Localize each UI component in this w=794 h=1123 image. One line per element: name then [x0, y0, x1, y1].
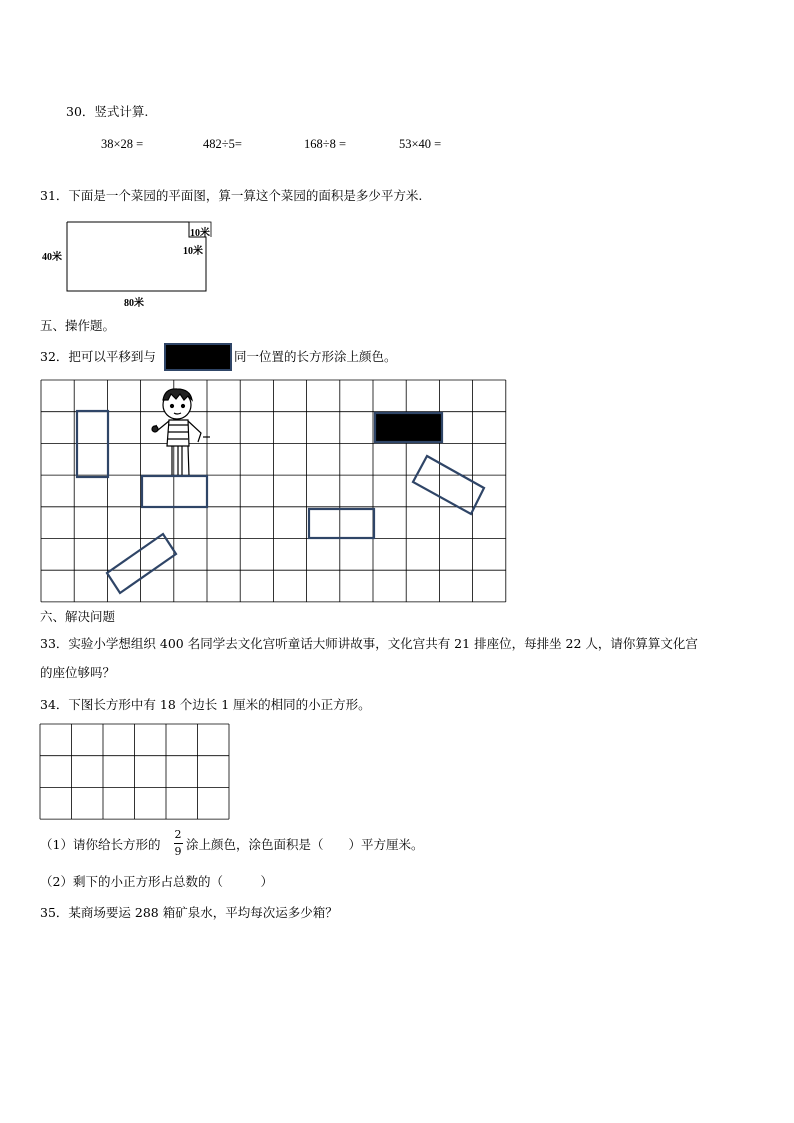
q32-text-after: 同一位置的长方形涂上颜色。	[234, 349, 397, 364]
garden-notch-side-label: 10米	[183, 246, 203, 257]
q30-item-4: 53×40 =	[399, 137, 442, 151]
q33-line2: 的座位够吗？	[40, 665, 116, 680]
q33-line1: 33．实验小学想组织 400 名同学去文化宫听童话大师讲故事，文化宫共有 21 排座位，每排坐 22 人，请你算算文化宫	[40, 636, 698, 651]
garden-left-label: 40米	[42, 252, 62, 263]
section6-title: 六、解决问题	[40, 609, 116, 624]
q30-item-1: 38×28 =	[101, 137, 144, 151]
squares-grid	[40, 724, 229, 819]
fraction-denominator: 9	[174, 845, 182, 858]
q32-text-before: 32．把可以平移到与	[40, 349, 156, 364]
fraction-numerator: 2	[174, 828, 182, 841]
q35-title: 35．某商场要运 288 箱矿泉水，平均每次运多少箱？	[40, 905, 338, 920]
q31-title: 31．下面是一个菜园的平面图，算一算这个菜园的面积是多少平方米.	[40, 188, 423, 203]
q30-item-2: 482÷5=	[203, 137, 242, 151]
garden-bottom-label: 80米	[124, 298, 144, 309]
garden-notch-top-label: 10米	[190, 228, 210, 239]
q34-part1-before: （1）请你给长方形的	[40, 837, 161, 852]
q34-title: 34．下图长方形中有 18 个边长 1 厘米的相同的小正方形。	[40, 697, 371, 712]
section5-title: 五、操作题。	[40, 318, 116, 333]
q30-item-3: 168÷8 =	[304, 137, 347, 151]
q30-title: 30．竖式计算.	[66, 104, 149, 119]
q34-part2: （2）剩下的小正方形占总数的（ ）	[40, 874, 273, 889]
q34-part1-after: 涂上颜色，涂色面积是（ ）平方厘米。	[186, 837, 424, 852]
fraction-bar	[174, 843, 183, 844]
